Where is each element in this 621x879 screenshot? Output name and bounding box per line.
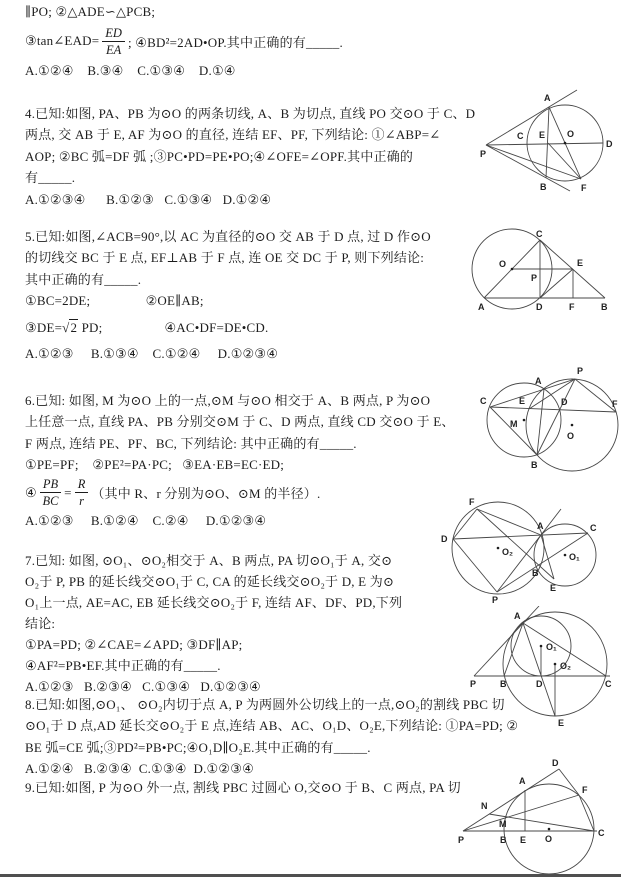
text-line: 5.已知:如图,∠ACB=90°,以 AC 为直径的⊙O 交 AB 于 D 点, 过 D 作⊙O <box>25 229 431 244</box>
point-label: D <box>441 534 448 544</box>
point-label: O₁ <box>569 552 580 562</box>
fraction-denominator: EA <box>105 42 122 57</box>
point-label: B <box>601 302 608 312</box>
point-label: P <box>531 273 538 283</box>
center-dot-O1 <box>564 554 567 557</box>
point-label: E <box>577 258 584 268</box>
point-label: B <box>532 568 539 578</box>
choices-row: A.①②③④ B.①②③ C.①③④ D.①②④ <box>25 191 272 207</box>
choices-row: A.①②④ B.②③④ C.①③④ D.①②③④ <box>25 761 254 777</box>
center-dot-O <box>511 268 514 271</box>
text-segment: ; ④BD²=2AD•OP.其中正确的有_____. <box>127 34 343 50</box>
problem-5 <box>25 226 431 364</box>
point-label: A <box>537 521 544 531</box>
point-label: E <box>558 718 565 728</box>
point-label: M <box>499 819 507 829</box>
problem-6 <box>25 390 455 531</box>
text-segment: ④ <box>25 484 37 500</box>
point-label: O <box>567 431 575 441</box>
figure-problem-6 <box>465 362 621 495</box>
choices-row: A.①②③ B.①③④ C.①②④ D.①②③④ <box>25 345 279 361</box>
point-label: D <box>552 758 559 768</box>
figure-problem-8 <box>462 606 621 731</box>
fraction-denominator: BC <box>42 494 59 509</box>
figure-problem-5 <box>455 228 621 340</box>
text-line-with-fraction <box>25 476 455 510</box>
point-label: F <box>581 183 587 193</box>
text-line: 结论: <box>25 616 56 631</box>
fraction-numerator: R <box>75 477 89 493</box>
point-label: F <box>569 302 575 312</box>
text-line: O₁上一点, AE=AC, EB 延长线交⊙O₂于 F, 连结 AF、DF、PD,下列 <box>25 595 403 610</box>
text-line: 有_____. <box>25 170 76 186</box>
point-label: O₂ <box>560 661 571 671</box>
point-label: A <box>519 776 526 786</box>
point-label: C <box>480 396 487 406</box>
text-line: 上任意一点, 直线 PA、PB 分别交⊙M 于 C、D 两点, 直线 CD 交⊙O 于 E、 <box>25 414 455 430</box>
figure-problem-4 <box>478 88 621 205</box>
choices-row: A.①②④ B.③④ C.①③④ D.①④ <box>25 63 236 79</box>
fraction-numerator: ED <box>102 26 125 42</box>
text-segment: （其中 R、r 分别为⊙O、⊙M 的半径）. <box>91 486 321 502</box>
text-line: O₂于 P, PB 的延长线交⊙O₁于 C, CA 的延长线交⊙O₂于 D, E 为⊙ <box>25 574 395 589</box>
point-label: C <box>598 828 605 838</box>
problem-4 <box>25 103 475 210</box>
center-dot-O <box>571 424 574 427</box>
text-line: ⊙O₁于 D 点,AD 延长交⊙O₂于 E 点,连结 AB、AC、O₁D、O₂E,下列结论: ①PA=PD; ② <box>25 718 519 734</box>
text-line: 其中正确的有_____. <box>25 271 142 287</box>
point-label: O₁ <box>546 642 557 652</box>
point-label: A <box>478 302 485 312</box>
text-line: 两点, 交 AB 于 E, AF 为⊙O 的直径, 连结 EF、PF, 下列结论: ①∠ABP=∠ <box>25 127 441 143</box>
text-line: ①PE=PF; ②PE²=PA·PC; ③EA·EB=EC·ED; <box>25 457 285 473</box>
point-label: E <box>519 396 526 406</box>
text-line: 6.已知: 如图, M 为⊙O 上的一点,⊙M 与⊙O 相交于 A、B 两点, P 为⊙O <box>25 393 431 408</box>
fraction <box>102 26 125 57</box>
center-dot-O <box>548 828 551 831</box>
text-line: 7.已知: 如图, ⊙O₁、⊙O₂相交于 A、B 两点, PA 切⊙O₁于 A, 交⊙ <box>25 553 393 568</box>
point-label: D <box>536 679 543 689</box>
fraction-denominator: r <box>79 494 84 509</box>
text-line: AOP; ②BC 弧=DF 弧 ;③PC•PD=PE•PO;④∠OFE=∠OPF.其中正确的 <box>25 148 414 164</box>
point-label: C <box>517 131 524 141</box>
point-label: F <box>582 785 588 795</box>
center-dot-O <box>564 142 567 145</box>
figure-problem-9 <box>455 758 621 879</box>
point-label: F <box>612 399 618 409</box>
point-label: A <box>535 376 542 386</box>
point-label: B <box>531 460 538 470</box>
text-segment: ③DE= <box>25 319 63 335</box>
point-label: O <box>567 129 575 139</box>
center-dot-M <box>523 419 526 422</box>
choices-row: A.①②③ B.①②④ C.②④ D.①②③④ <box>25 512 267 528</box>
text-line: ①BC=2DE; ②OE∥AB; <box>25 293 204 309</box>
point-label: E <box>550 583 557 593</box>
text-line: 的切线交 BC 于 E 点, EF⊥AB 于 F 点, 连 OE 交 DC 于 P, 则下列结论: <box>25 250 425 266</box>
point-label: P <box>492 595 499 605</box>
center-dot-O2 <box>554 663 557 666</box>
text-line-with-fraction <box>25 22 343 60</box>
point-label: C <box>536 229 543 239</box>
problem-8 <box>25 694 518 780</box>
text-line: 8.已知:如图,⊙O₁、 ⊙O₂内切于点 A, P 为两圆外公切线上的一点,⊙O₂的割线 PBC 切 <box>25 697 505 712</box>
text-line: ∥PO; ②△ADE∽△PCB; <box>25 4 156 19</box>
problem-7 <box>25 550 402 697</box>
center-dot-O2 <box>497 547 500 550</box>
text-line: 4.已知:如图, PA、PB 为⊙O 的两条切线, A、B 为切点, 直线 PO 交⊙O 于 C、D <box>25 106 476 121</box>
point-label: M <box>510 419 518 429</box>
point-label: C <box>590 523 597 533</box>
point-label: P <box>480 149 487 159</box>
problem-9 <box>25 777 461 798</box>
text-segment: ④AC•DF=DE•CD. <box>164 319 269 335</box>
point-label: P <box>470 679 477 689</box>
center-dot-O1 <box>540 645 543 648</box>
point-label: O₂ <box>502 547 513 557</box>
text-line: BE 弧=CE 弧;③PD²=PB•PC;④O₁D∥O₂E.其中正确的有_____. <box>25 739 371 755</box>
point-label: D <box>606 139 613 149</box>
point-label: O <box>499 259 507 269</box>
point-label: C <box>605 679 612 689</box>
point-label: N <box>481 801 488 811</box>
point-label: B <box>500 679 507 689</box>
text-line: ①PA=PD; ②∠CAE=∠APD; ③DF∥AP; <box>25 637 243 652</box>
choices-row: A.①②③ B.②③④ C.①③④ D.①②③④ <box>25 679 261 694</box>
fraction <box>40 477 61 508</box>
text-segment: PD; <box>78 319 103 335</box>
point-label: D <box>536 302 543 312</box>
fraction <box>75 477 89 508</box>
page-bottom-border <box>0 874 621 877</box>
point-label: P <box>458 835 465 845</box>
text-line: F 两点, 连结 PE、PF、BC, 下列结论: 其中正确的有_____. <box>25 435 357 451</box>
point-label: B <box>540 182 547 192</box>
sqrt-sign: √ <box>62 319 70 335</box>
problem-3-continuation <box>25 1 343 82</box>
point-label: A <box>544 93 551 103</box>
point-label: O <box>545 834 553 844</box>
point-label: E <box>539 130 546 140</box>
point-label: B <box>500 835 507 845</box>
text-line: 9.已知:如图, P 为⊙O 外一点, 割线 PBC 过圆心 O,交⊙O 于 B、C 两点, PA 切 <box>25 780 461 795</box>
point-label: D <box>561 397 568 407</box>
point-label: E <box>520 835 527 845</box>
fraction-numerator: PB <box>40 477 61 493</box>
point-label: A <box>514 611 521 621</box>
figure-problem-7 <box>440 495 621 620</box>
equals-sign: = <box>64 484 72 500</box>
point-label: P <box>577 366 584 376</box>
sqrt-radicand: 2 <box>70 319 78 335</box>
point-label: F <box>469 497 475 507</box>
text-line: ④AF²=PB•EF.其中正确的有_____. <box>25 658 221 673</box>
text-segment: ③tan∠EAD= <box>25 33 100 49</box>
text-line-with-sqrt <box>25 312 431 343</box>
